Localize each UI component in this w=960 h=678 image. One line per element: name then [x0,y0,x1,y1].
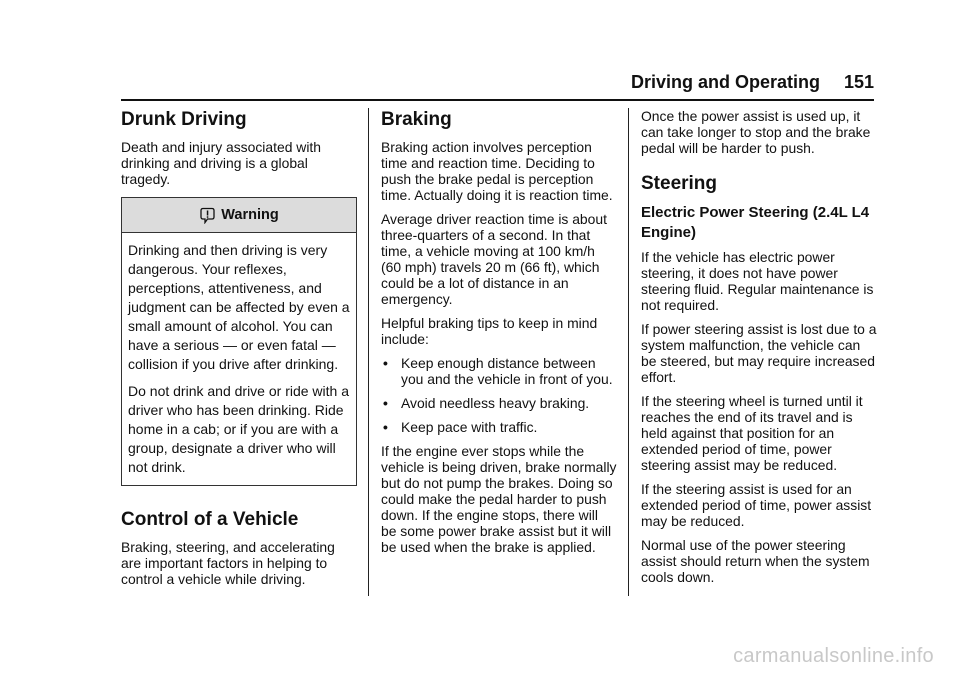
section-title-control-of-vehicle: Control of a Vehicle [121,509,299,530]
paragraph: Helpful braking tips to keep in mind include: [381,315,598,347]
bullet-marker: • [383,419,388,435]
warning-header [122,198,356,233]
column-right [641,108,877,593]
list-item-text: Avoid needless heavy braking. [401,395,590,411]
warning-box [121,197,357,486]
bullet-marker: • [383,395,388,411]
warning-label: Warning [221,207,279,223]
running-header-title: Driving and Operating [630,72,820,92]
paragraph: Death and injury associated with drinking and driving is a global tragedy. [121,139,321,187]
braking-tips-list [381,355,617,435]
subsection-title-electric-power-steering: Electric Power Steering (2.4L L4 Engine) [641,204,870,241]
paragraph: Average driver reaction time is about three-quarters of a second. In that time, a vehicle moving at 100 km/h (60 mph) travels 20 m (66 ft), which could be a lot of distance in an emergency. [381,211,607,307]
list-item [381,419,617,435]
warning-body [122,233,356,477]
list-item [381,355,617,387]
paragraph: If the engine ever stops while the vehicle is being driven, brake normally but do not pump the brakes. Doing so could make the pedal harder to push down. If the engine stops, there will be some power brake assist but it will be used when the brake is applied. [381,443,617,555]
list-item-text: Keep enough distance between you and the vehicle in front of you. [401,355,613,387]
header-rule [121,99,874,101]
warning-icon [199,207,216,224]
list-item [381,395,617,411]
paragraph: Braking action involves perception time and reaction time. Deciding to push the brake pedal is perception time. Actually doing it is reaction time. [381,139,613,203]
paragraph: Normal use of the power steering assist should return when the system cools down. [641,537,870,585]
paragraph: Once the power assist is used up, it can take longer to stop and the brake pedal will be harder to push. [641,108,871,156]
column-middle [381,108,617,563]
section-title-steering: Steering [641,173,718,194]
paragraph: If the steering assist is used for an extended period of time, power assist may be reduced. [641,481,872,529]
list-item-text: Keep pace with traffic. [401,419,538,435]
section-title-drunk-driving: Drunk Driving [121,109,247,130]
paragraph: If the steering wheel is turned until it reaches the end of its travel and is held against that position for an extended period of time, power steering assist may be reduced. [641,393,863,473]
page-number: 151 [843,72,874,92]
section-title-braking: Braking [381,109,452,130]
paragraph: If the vehicle has electric power steering, it does not have power steering fluid. Regular maintenance is not required. [641,249,874,313]
warning-paragraph: Do not drink and drive or ride with a driver who has been drinking. Ride home in a cab; or if you are with a group, designate a driver who will not drink. [128,383,349,475]
paragraph: If power steering assist is lost due to a system malfunction, the vehicle can be steered, but may require increased effort. [641,321,877,385]
column-divider [368,108,369,596]
watermark: carmanualsonline.info [733,645,934,667]
column-divider [628,108,629,596]
bullet-marker: • [383,355,388,371]
paragraph: Braking, steering, and accelerating are important factors in helping to control a vehicle while driving. [121,539,335,587]
column-left [121,108,357,595]
warning-paragraph: Drinking and then driving is very dangerous. Your reflexes, perceptions, attentiveness, and judgment can be affected by even a small amount of alcohol. You can have a serious — or even fatal — collision if you drive after drinking. [128,242,350,372]
